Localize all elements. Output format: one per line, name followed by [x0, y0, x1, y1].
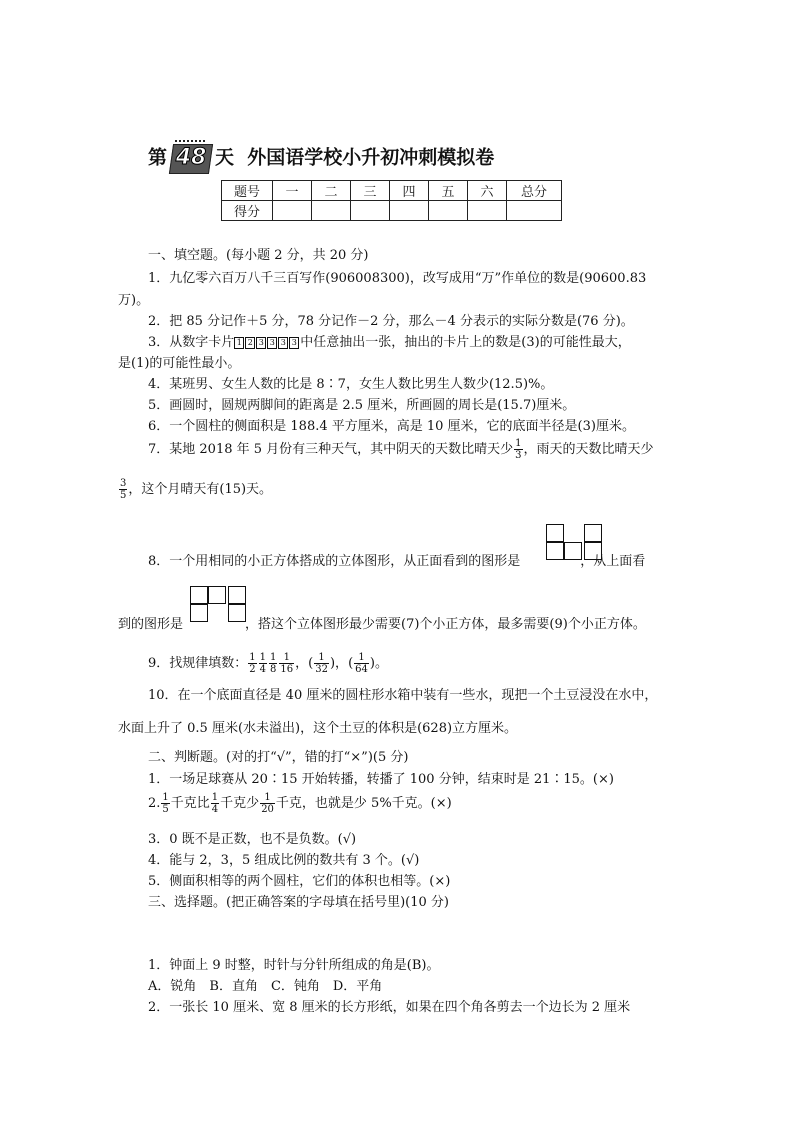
fraction: $\frac{1}{20}$: [261, 792, 274, 815]
s3-q2: 2．一张长 10 厘米、宽 8 厘米的长方形纸，如果在四个角各剪去一个边长为 2 厘米: [148, 1000, 631, 1015]
q8-text-2: ，从上面看: [580, 554, 646, 569]
score-cell: 一: [273, 181, 312, 201]
number-card: 3: [278, 337, 288, 349]
title-text: 外国语学校小升初冲刺模拟卷: [247, 146, 495, 169]
number-card: 2: [245, 337, 255, 349]
number-card: 3: [289, 337, 299, 349]
q3-line2: 是(1)的可能性最小。: [118, 356, 241, 371]
score-input-cell[interactable]: [507, 201, 562, 221]
title-prefix: 第: [148, 146, 168, 169]
fraction: $\frac{1}{4}$: [259, 652, 267, 675]
s2-q3: 3．0 既不是正数，也不是负数。(√): [148, 832, 357, 847]
q10-line1: 10．在一个底面直径是 40 厘米的圆柱形水箱中装有一些水，现把一个土豆浸没在水中，: [148, 688, 658, 703]
q2: 2．把 85 分记作＋5 分，78 分记作－2 分，那么－4 分表示的实际分数是(76 分)。: [148, 314, 634, 329]
score-cell-total: 总分: [507, 181, 562, 201]
q6: 6．一个圆柱的侧面积是 188.4 平方厘米，高是 10 厘米，它的底面半径是(3)厘米。: [148, 419, 635, 434]
score-input-cell[interactable]: [312, 201, 351, 221]
score-cell: 五: [429, 181, 468, 201]
score-input-cell[interactable]: [429, 201, 468, 221]
s2-q4: 4．能与 2，3，5 组成比例的数共有 3 个。(√): [148, 853, 420, 868]
top-view-figure: [190, 586, 250, 626]
q7-line2: [118, 478, 272, 501]
fraction: $\frac{1}{4}$: [211, 792, 219, 815]
s2-q1: 1．一场足球赛从 20∶15 开始转播，转播了 100 分钟，结束时是 21∶15。(×): [148, 772, 614, 787]
q7-text: 7．某地 2018 年 5 月份有三种天气，其中阴天的天数比晴天少: [148, 442, 514, 457]
score-input-cell[interactable]: [390, 201, 429, 221]
section2-heading: 二、判断题。(对的打“√”，错的打“×”)(5 分): [148, 750, 409, 765]
score-cell: 六: [468, 181, 507, 201]
q5: 5．画圆时，圆规两脚间的距离是 2.5 厘米，所画圆的周长是(15.7)厘米。: [148, 398, 576, 413]
number-card: 3: [256, 337, 266, 349]
s3-q1: 1．钟面上 9 时整，时针与分针所组成的角是(B)。: [148, 958, 440, 973]
score-input-cell[interactable]: [468, 201, 507, 221]
q4: 4．某班男、女生人数的比是 8∶7，女生人数比男生人数少(12.5)%。: [148, 377, 554, 392]
fraction: $\frac{1}{2}$: [249, 652, 256, 675]
q1-line2: 万)。: [118, 293, 150, 308]
section3-heading: 三、选择题。(把正确答案的字母填在括号里)(10 分): [148, 895, 449, 910]
s2-q2: 2. $\frac{1}{5}$ 千克比 $\frac{1}{4}$ 千克少 $\frac{1}{20}$ 千克，也就是少 5%千克。(×): [148, 792, 452, 815]
section1-heading: 一、填空题。(每小题 2 分，共 20 分): [148, 248, 369, 263]
score-table: [221, 180, 562, 221]
q7-text-2: ，雨天的天数比晴天少: [523, 442, 654, 457]
day-number: 48: [175, 145, 207, 170]
score-cell-label: 题号: [222, 181, 273, 201]
q3-prefix: 3．从数字卡片: [148, 335, 235, 350]
q9: 9．找规律填数： $\frac{1}{2}$ $\frac{1}{4}$ $\frac{1}{8}$ $\frac{1}{16}$ ，( $\frac{1}{32}$ )，( $\frac{1}{64}$ )。: [148, 652, 388, 675]
answer-fraction: $\frac{1}{32}$: [315, 652, 328, 675]
score-cell: 四: [390, 181, 429, 201]
number-card: 3: [267, 337, 277, 349]
q1-line1: 1．九亿零六百万八千三百写作(906008300)，改写成用“万”作单位的数是(90600.83: [148, 271, 647, 286]
q3-suffix: 中任意抽出一张，抽出的卡片上的数是(3)的可能性最大，: [300, 335, 631, 350]
score-table-score-row: [222, 201, 562, 221]
q7-line1: [148, 438, 654, 461]
score-input-cell[interactable]: [273, 201, 312, 221]
s3-q1-options: A．锐角 B．直角 C．钝角 D．平角: [148, 979, 383, 994]
fraction: $\frac{1}{8}$: [270, 652, 277, 675]
score-table-header-row: [222, 181, 562, 201]
page-title: [148, 140, 494, 176]
fraction: $\frac{3}{5}$: [120, 478, 127, 501]
q8-text: 8．一个用相同的小正方体搭成的立体图形，从正面看到的图形是: [148, 554, 521, 569]
q10-line2: 水面上升了 0.5 厘米(水未溢出)，这个土豆的体积是(628)立方厘米。: [118, 721, 518, 736]
q7-text-3: ，这个月晴天有(15)天。: [128, 482, 273, 497]
answer-fraction: $\frac{1}{64}$: [355, 652, 368, 675]
s2-q5: 5．侧面积相等的两个圆柱，它们的体积也相等。(×): [148, 874, 451, 889]
q8-text-4: ，搭这个立体图形最少需要(7)个小正方体，最多需要(9)个小正方体。: [245, 617, 646, 632]
score-cell: 三: [351, 181, 390, 201]
fraction: $\frac{1}{3}$: [515, 438, 522, 461]
q9-text: 9．找规律填数：: [148, 656, 248, 671]
day-calendar-icon: [171, 140, 211, 176]
score-input-cell[interactable]: [351, 201, 390, 221]
q3-line1: [148, 331, 631, 350]
fraction: $\frac{1}{16}$: [280, 652, 294, 675]
front-view-figure: [546, 524, 606, 564]
number-card: 1: [234, 337, 244, 349]
title-suffix: 天: [215, 146, 235, 169]
fraction: $\frac{1}{5}$: [162, 792, 169, 815]
q8-text-3: 到的图形是: [118, 617, 184, 632]
score-row-label: 得分: [222, 201, 273, 221]
score-cell: 二: [312, 181, 351, 201]
